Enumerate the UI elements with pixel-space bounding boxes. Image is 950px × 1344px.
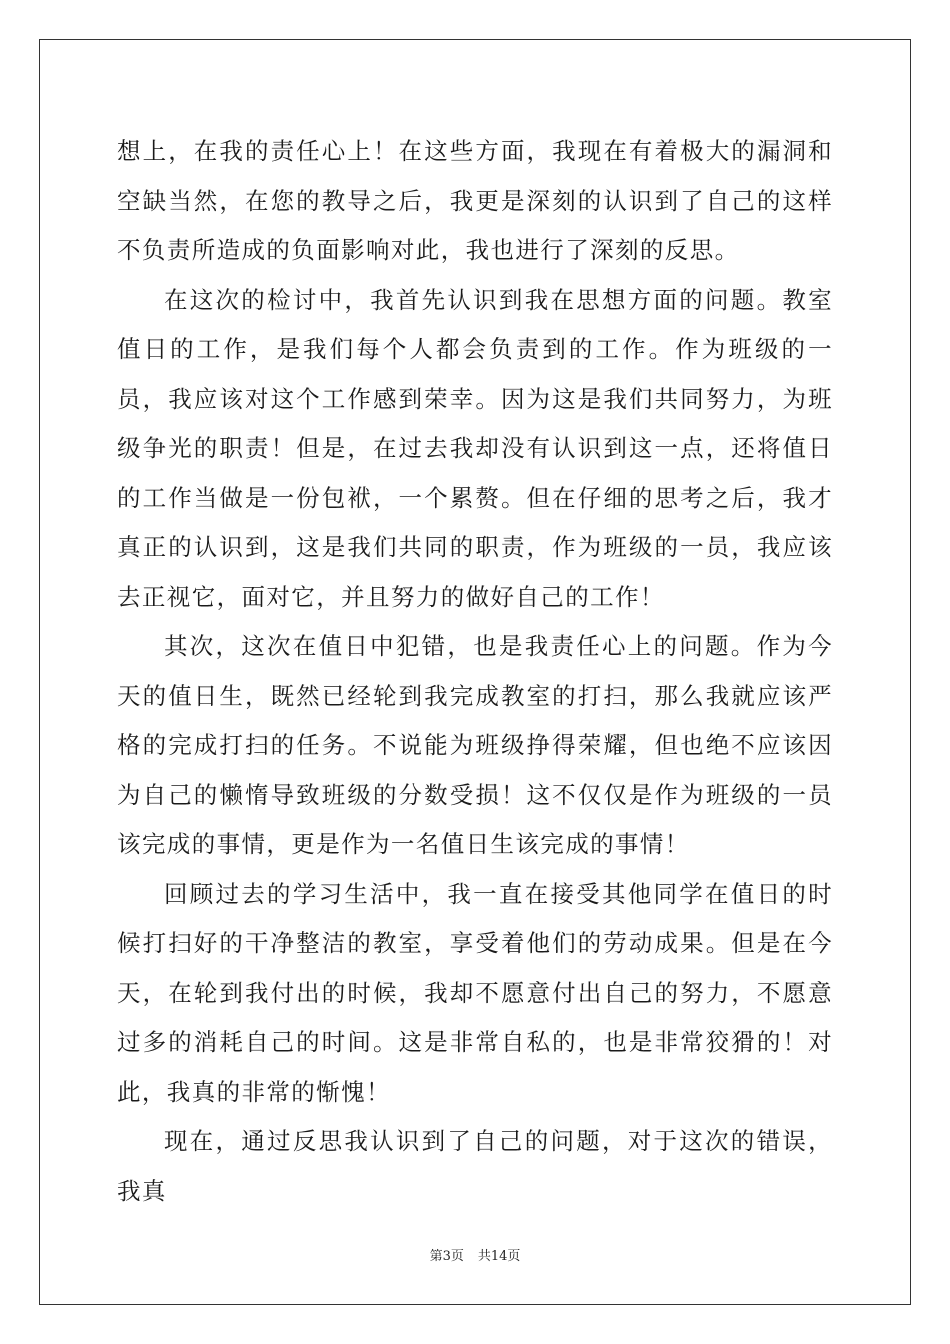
document-body bbox=[117, 127, 833, 1216]
page-total: 共14页 bbox=[477, 1249, 521, 1264]
page-footer bbox=[0, 1248, 950, 1266]
paragraph: 回顾过去的学习生活中，我一直在接受其他同学在值日的时候打扫好的干净整洁的教室，享受着他们的劳动成果。但是在今天，在轮到我付出的时候，我却不愿意付出自己的努力，不愿意过多的消耗自己的时间。这是非常自私的，也是非常狡猾的！对此，我真的非常的惭愧！ bbox=[117, 879, 833, 1106]
paragraph: 其次，这次在值日中犯错，也是我责任心上的问题。作为今天的值日生，既然已经轮到我完成教室的打扫，那么我就应该严格的完成打扫的任务。不说能为班级挣得荣耀，但也绝不应该因为自己的懒惰导致班级的分数受损！这不仅仅是作为班级的一员该完成的事情，更是作为一名值日生该完成的事情！ bbox=[117, 632, 833, 858]
paragraph: 在这次的检讨中，我首先认识到我在思想方面的问题。教室值日的工作，是我们每个人都会负责到的工作。作为班级的一员，我应该对这个工作感到荣幸。因为这是我们共同努力，为班级争光的职责！但是，在过去我却没有认识到这一点，还将值日的工作当做是一份包袱，一个累赘。但在仔细的思考之后，我才真正的认识到，这是我们共同的职责，作为班级的一员，我应该去正视它，面对它，并且努力的做好自己的工作！ bbox=[117, 285, 833, 611]
paragraph: 现在，通过反思我认识到了自己的问题，对于这次的错误，我真 bbox=[117, 1127, 833, 1205]
page-number: 第3页 bbox=[429, 1249, 464, 1264]
paragraph: 想上，在我的责任心上！在这些方面，我现在有着极大的漏洞和空缺当然，在您的教导之后，我更是深刻的认识到了自己的这样不负责所造成的负面影响对此，我也进行了深刻的反思。 bbox=[117, 137, 833, 264]
